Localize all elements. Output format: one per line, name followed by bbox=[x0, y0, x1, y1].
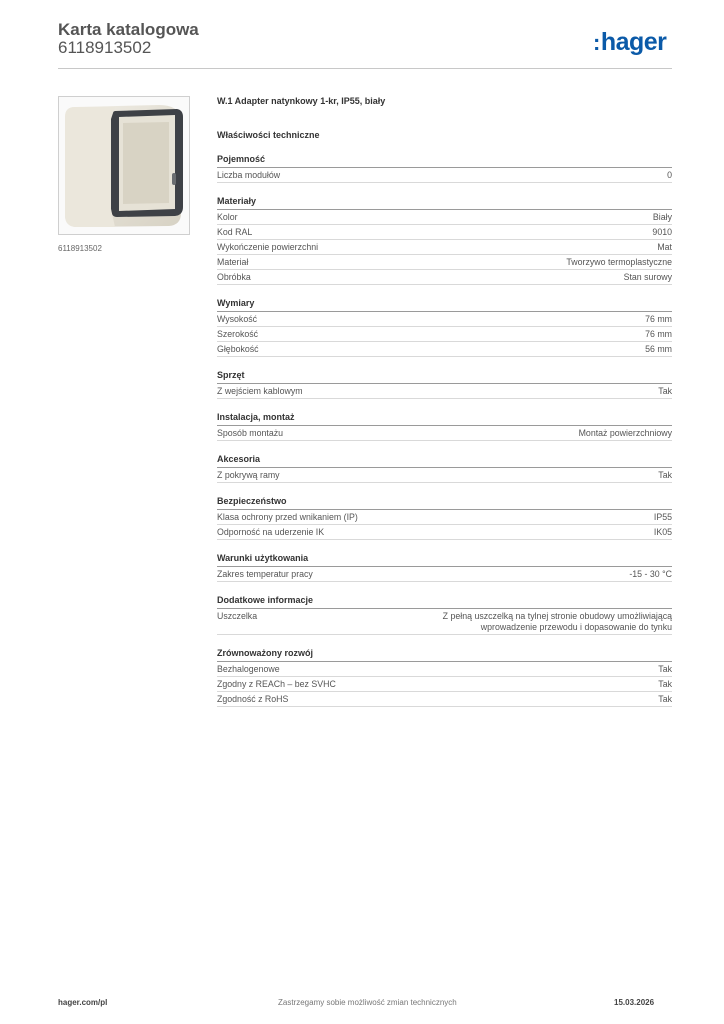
spec-row bbox=[217, 510, 672, 525]
spec-row bbox=[217, 468, 672, 483]
spec-label: Wykończenie powierzchni bbox=[217, 242, 319, 252]
footer-website: hager.com/pl bbox=[58, 998, 108, 1007]
section-heading: Zrównoważony rozwój bbox=[217, 648, 672, 662]
section-heading: Materiały bbox=[217, 196, 672, 210]
spec-value: Tak bbox=[658, 679, 672, 689]
logo-text: hager bbox=[600, 28, 667, 56]
image-caption: 6118913502 bbox=[58, 244, 102, 253]
spec-label: Zakres temperatur pracy bbox=[217, 569, 313, 579]
spec-value: Tworzywo termoplastyczne bbox=[566, 257, 672, 267]
spec-row bbox=[217, 609, 672, 635]
spec-value: 76 mm bbox=[645, 314, 672, 324]
spec-section bbox=[217, 454, 672, 483]
catalog-number: 6118913502 bbox=[58, 38, 152, 57]
spec-row bbox=[217, 168, 672, 183]
spec-section bbox=[217, 496, 672, 540]
section-heading: Akcesoria bbox=[217, 454, 672, 468]
section-heading: Wymiary bbox=[217, 298, 672, 312]
spec-value: IK05 bbox=[653, 527, 672, 537]
section-heading: Sprzęt bbox=[217, 370, 672, 384]
spec-value: Mat bbox=[657, 242, 672, 252]
product-title: W.1 Adapter natynkowy 1-kr, IP55, biały bbox=[217, 96, 386, 106]
spec-row bbox=[217, 342, 672, 357]
spec-value: Montaż powierzchniowy bbox=[578, 428, 672, 438]
product-image bbox=[58, 96, 190, 235]
page-title: Karta katalogowa bbox=[58, 20, 199, 39]
spec-section bbox=[217, 648, 672, 707]
spec-value: Biały bbox=[652, 212, 672, 222]
spec-row bbox=[217, 327, 672, 342]
spec-label: Uszczelka bbox=[217, 611, 258, 621]
spec-section bbox=[217, 154, 672, 183]
spec-value: Tak bbox=[658, 386, 672, 396]
spec-sections bbox=[217, 154, 672, 707]
spec-row bbox=[217, 384, 672, 399]
spec-section bbox=[217, 196, 672, 285]
spec-row bbox=[217, 662, 672, 677]
spec-panel bbox=[217, 95, 672, 707]
spec-label: Głębokość bbox=[217, 344, 259, 354]
section-heading: Bezpieczeństwo bbox=[217, 496, 672, 510]
spec-row bbox=[217, 255, 672, 270]
spec-value: 9010 bbox=[652, 227, 672, 237]
logo-colon-icon: : bbox=[593, 30, 600, 55]
spec-value: Tak bbox=[658, 694, 672, 704]
spec-value: 56 mm bbox=[645, 344, 672, 354]
hager-logo bbox=[593, 28, 666, 57]
spec-row bbox=[217, 225, 672, 240]
spec-section bbox=[217, 553, 672, 582]
spec-row bbox=[217, 692, 672, 707]
spec-value: 0 bbox=[667, 170, 672, 180]
spec-value: Tak bbox=[658, 664, 672, 674]
spec-label: Obróbka bbox=[217, 272, 251, 282]
spec-label: Wysokość bbox=[217, 314, 258, 324]
spec-label: Klasa ochrony przed wnikaniem (IP) bbox=[217, 512, 358, 522]
spec-row bbox=[217, 240, 672, 255]
header-divider bbox=[58, 68, 672, 69]
spec-row bbox=[217, 270, 672, 285]
spec-value: Z pełną uszczelką na tylnej stronie obudowy umożliwiającą wprowadzenie przewodu i dopasowanie do tynku bbox=[442, 611, 672, 632]
spec-label: Liczba modułów bbox=[217, 170, 281, 180]
spec-section bbox=[217, 412, 672, 441]
section-heading: Warunki użytkowania bbox=[217, 553, 672, 567]
spec-label: Kod RAL bbox=[217, 227, 253, 237]
spec-label: Odporność na uderzenie IK bbox=[217, 527, 325, 537]
spec-section bbox=[217, 370, 672, 399]
section-heading: Pojemność bbox=[217, 154, 672, 168]
spec-row bbox=[217, 677, 672, 692]
spec-row bbox=[217, 210, 672, 225]
spec-row bbox=[217, 426, 672, 441]
spec-label: Z wejściem kablowym bbox=[217, 386, 303, 396]
spec-label: Z pokrywą ramy bbox=[217, 470, 280, 480]
spec-value: -15 - 30 °C bbox=[629, 569, 672, 579]
spec-value: 76 mm bbox=[645, 329, 672, 339]
spec-label: Sposób montażu bbox=[217, 428, 284, 438]
spec-label: Zgodny z REACh – bez SVHC bbox=[217, 679, 336, 689]
spec-label: Bezhalogenowe bbox=[217, 664, 280, 674]
spec-section bbox=[217, 298, 672, 357]
spec-label: Kolor bbox=[217, 212, 238, 222]
spec-value: Tak bbox=[658, 470, 672, 480]
spec-row bbox=[217, 567, 672, 582]
spec-label: Zgodność z RoHS bbox=[217, 694, 289, 704]
spec-row bbox=[217, 525, 672, 540]
spec-label: Szerokość bbox=[217, 329, 259, 339]
spec-value: IP55 bbox=[653, 512, 672, 522]
section-heading: Instalacja, montaż bbox=[217, 412, 672, 426]
spec-label: Materiał bbox=[217, 257, 249, 267]
spec-section bbox=[217, 595, 672, 635]
tech-properties-title: Właściwości techniczne bbox=[217, 130, 320, 140]
footer-date: 15.03.2026 bbox=[614, 998, 655, 1007]
section-heading: Dodatkowe informacje bbox=[217, 595, 672, 609]
product-photo-icon bbox=[59, 97, 189, 234]
footer-disclaimer: Zastrzegamy sobie możliwość zmian technicznych bbox=[278, 998, 457, 1007]
spec-row bbox=[217, 312, 672, 327]
spec-value: Stan surowy bbox=[623, 272, 672, 282]
